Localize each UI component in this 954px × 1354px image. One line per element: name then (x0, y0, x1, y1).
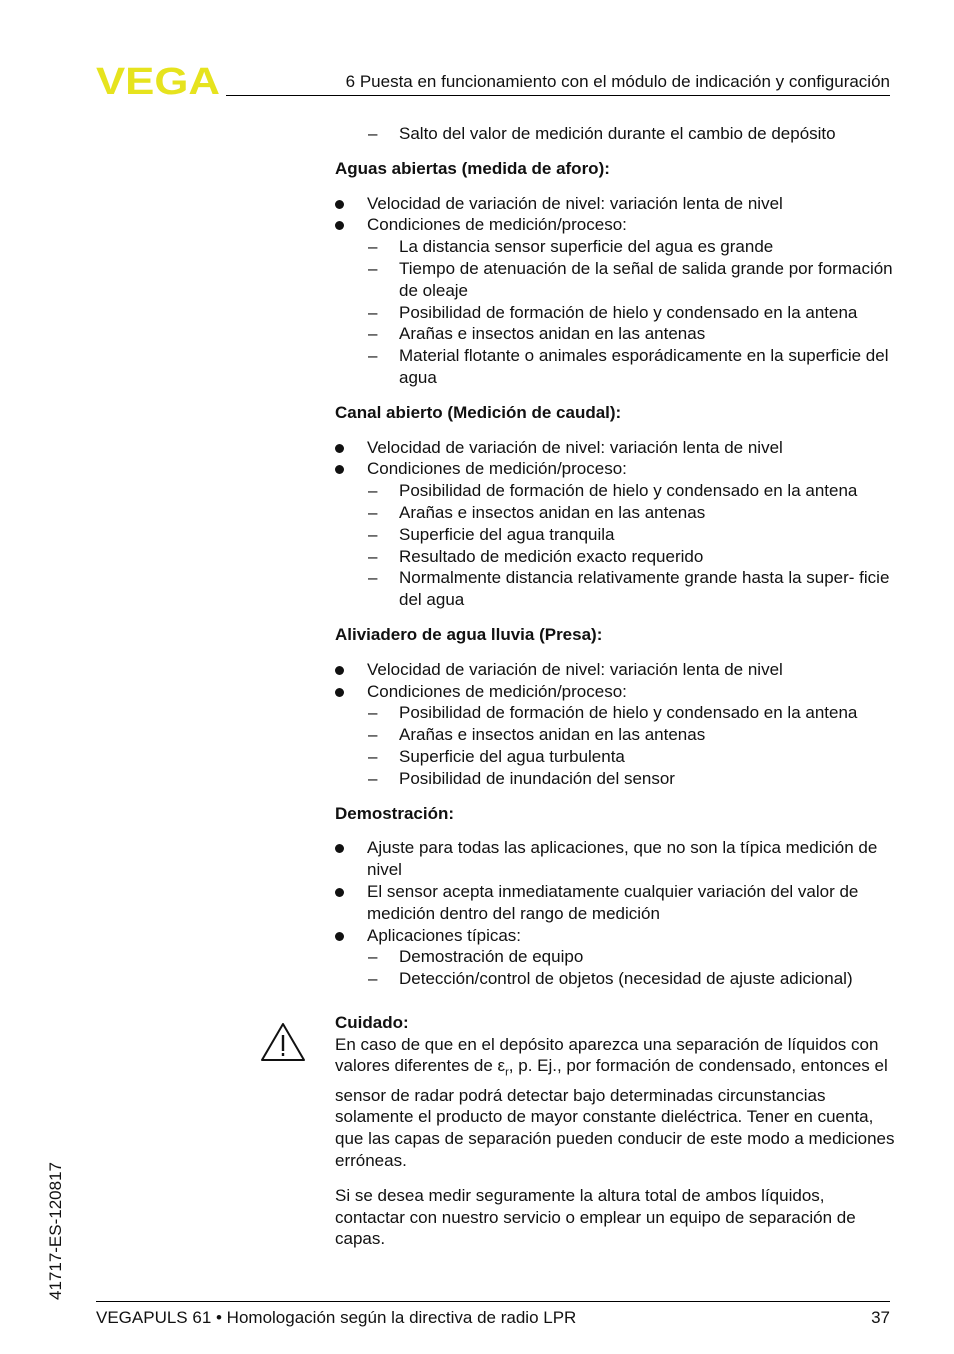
dash-item (335, 746, 895, 768)
chapter-title: 6 Puesta en funcionamiento con el módulo de indicación y configuración (345, 72, 890, 91)
page-number: 37 (871, 1308, 890, 1327)
dash-text: Arañas e insectos anidan en las antenas (399, 502, 706, 522)
dash-marker: – (368, 237, 378, 257)
dash-item (335, 345, 895, 389)
bullet-dot-icon (335, 932, 344, 941)
dash-item (335, 546, 895, 568)
caution-paragraph: En caso de que en el depósito aparezca una separación de líquidos con valores diferentes de $\varepsilon_r$, p. Ej., por formación de condensado, entonces el sensor de radar podrá detectar bajo determinadas circunstancias solamente el producto de mayor constante dieléctrica. Tener en cuenta, que las capas de separación pueden conducir de este modo a mediciones erróneas. (335, 1034, 895, 1171)
bullet-text: Condiciones de medición/proceso: (367, 215, 627, 235)
logo-text: VEGA (96, 66, 220, 96)
dash-item (335, 258, 895, 302)
dash-item (335, 524, 895, 546)
vega-logo (96, 66, 220, 96)
bullet-dot-icon (335, 688, 344, 697)
dash-marker: – (368, 524, 378, 544)
dash-marker: – (368, 124, 378, 143)
dash-item (335, 968, 895, 990)
bullet-text: Aplicaciones típicas: (367, 925, 522, 945)
bullet-text: El sensor acepta inmediatamente cualquier variación del valor de medición dentro del rango de medición (367, 881, 859, 923)
section-heading: Aguas abiertas (medida de aforo): (335, 158, 610, 178)
dash-text: Resultado de medición exacto requerido (399, 546, 704, 566)
dash-item (335, 567, 895, 611)
caution-title: Cuidado: (335, 1012, 409, 1032)
section-heading: Demostración: (335, 803, 455, 823)
dash-marker: – (368, 346, 378, 366)
dash-marker: – (368, 725, 378, 745)
bullet-item (335, 881, 895, 925)
dash-marker: – (368, 746, 378, 766)
bullet-dot-icon (335, 444, 344, 453)
dash-item (335, 236, 895, 258)
bullet-item (335, 437, 895, 459)
dash-item (335, 480, 895, 502)
dash-text: Normalmente distancia relativamente grande hasta la super- ficie del agua (399, 568, 890, 610)
bullet-dot-icon (335, 221, 344, 230)
dash-text: Salto del valor de medición durante el cambio de depósito (399, 124, 836, 143)
bullet-item (335, 925, 895, 947)
dash-item (335, 702, 895, 724)
bullet-text: Velocidad de variación de nivel: variación lenta de nivel (367, 437, 783, 457)
header-divider (226, 95, 890, 96)
dash-text: Posibilidad de inundación del sensor (399, 768, 675, 788)
bullet-text: Condiciones de medición/proceso: (367, 681, 627, 701)
bullet-dot-icon (335, 888, 344, 897)
caution-paragraph-2: Si se desea medir seguramente la altura total de ambos líquidos, contactar con nuestro servicio o emplear un equipo de separación de capas. (335, 1185, 856, 1249)
dash-text: Arañas e insectos anidan en las antenas (399, 725, 706, 745)
bullet-item (335, 193, 895, 215)
dash-text: La distancia sensor superficie del agua es grande (399, 237, 774, 257)
sections-container (335, 158, 895, 990)
dash-item (335, 502, 895, 524)
section-heading: Aliviadero de agua lluvia (Presa): (335, 624, 603, 644)
bullet-dot-icon (335, 465, 344, 474)
dash-item (335, 302, 895, 324)
dash-marker: – (368, 568, 378, 588)
dash-text: Superficie del agua turbulenta (399, 746, 625, 766)
dash-marker: – (368, 481, 378, 501)
bullet-text: Velocidad de variación de nivel: variación lenta de nivel (367, 659, 783, 679)
dash-text: Tiempo de atenuación de la señal de salida grande por formación de oleaje (399, 258, 893, 300)
dash-item (335, 323, 895, 345)
bullet-item (335, 214, 895, 236)
bullet-item (335, 458, 895, 480)
warning-triangle-icon (260, 1022, 306, 1062)
bullet-text: Velocidad de variación de nivel: variación lenta de nivel (367, 193, 783, 213)
dash-marker: – (368, 969, 378, 989)
dash-marker: – (368, 703, 378, 723)
bullet-dot-icon (335, 200, 344, 209)
dash-marker: – (368, 947, 378, 967)
dash-marker: – (368, 258, 378, 278)
dash-text: Superficie del agua tranquila (399, 524, 615, 544)
bullet-item (335, 659, 895, 681)
dash-marker: – (368, 546, 378, 566)
dash-text: Material flotante o animales esporádicamente en la superficie del agua (399, 346, 889, 387)
bullet-item (335, 681, 895, 703)
bullet-dot-icon (335, 666, 344, 675)
dash-item (335, 946, 895, 968)
dash-text: Posibilidad de formación de hielo y condensado en la antena (399, 302, 858, 322)
dash-text: Posibilidad de formación de hielo y condensado en la antena (399, 703, 858, 723)
bullet-text: Condiciones de medición/proceso: (367, 459, 627, 479)
dash-marker: – (368, 302, 378, 322)
footer-product: VEGAPULS 61 • Homologación según la directiva de radio LPR (96, 1308, 577, 1327)
dash-text: Posibilidad de formación de hielo y condensado en la antena (399, 481, 858, 501)
section-heading: Canal abierto (Medición de caudal): (335, 402, 622, 422)
dash-item (335, 724, 895, 746)
main-content (335, 123, 895, 1250)
bullet-text: Ajuste para todas las aplicaciones, que no son la típica medición de nivel (367, 838, 878, 880)
bullet-dot-icon (335, 844, 344, 853)
footer-divider (96, 1301, 890, 1302)
dash-marker: – (368, 324, 378, 344)
dash-text: Demostración de equipo (399, 947, 584, 967)
dash-item (335, 768, 895, 790)
intro-dash-item (335, 123, 895, 145)
dash-text: Detección/control de objetos (necesidad de ajuste adicional) (399, 969, 853, 989)
dash-text: Arañas e insectos anidan en las antenas (399, 324, 706, 344)
document-code: 41717-ES-120817 (46, 1161, 65, 1300)
dash-marker: – (368, 768, 378, 788)
bullet-item (335, 837, 895, 881)
dash-marker: – (368, 502, 378, 522)
